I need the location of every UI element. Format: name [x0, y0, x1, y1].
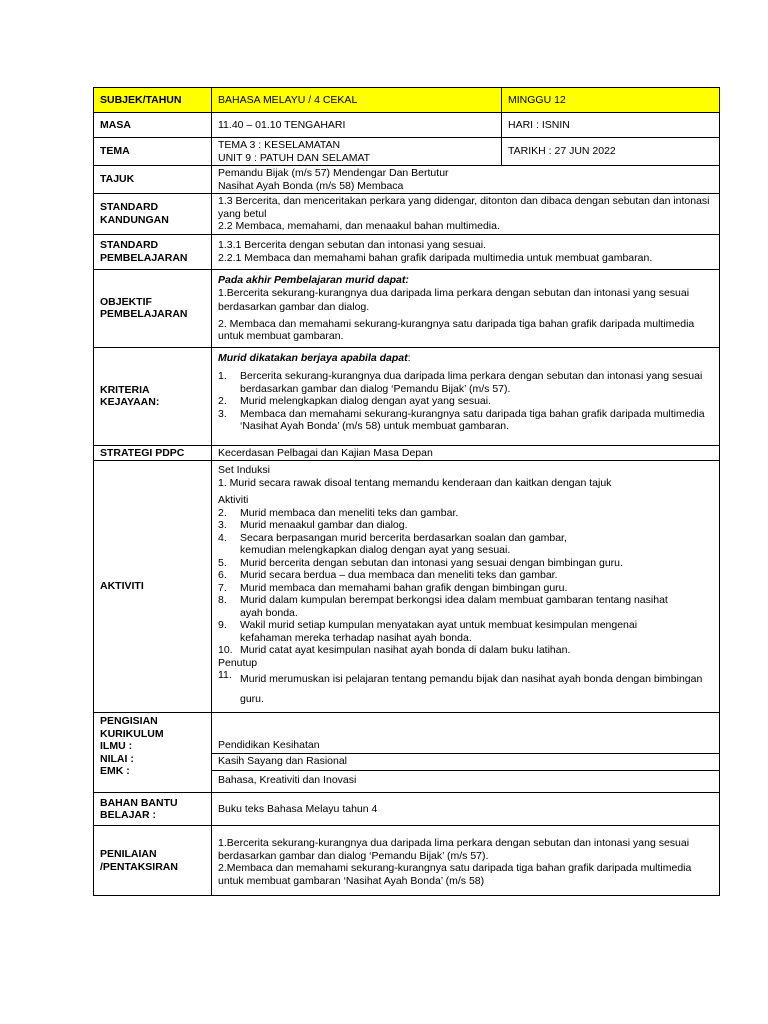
- row-strategi: [94, 445, 720, 461]
- row-subjek: [94, 88, 720, 113]
- tajuk-line2: Nasihat Ayah Bonda (m/s 58) Membaca: [218, 179, 404, 192]
- kriteria-value: [212, 347, 720, 445]
- label-line: PENGISIAN: [100, 715, 158, 727]
- item-text: Murid secara berdua – dua membaca dan meneliti teks dan gambar.: [240, 569, 558, 581]
- ilmu-value: Pendidikan Kesihatan: [212, 713, 719, 753]
- list-item: [218, 619, 713, 644]
- kriteria-colon: :: [407, 351, 411, 364]
- list-item: [218, 370, 713, 395]
- list-item: [218, 557, 713, 570]
- item-number: 10.: [218, 644, 233, 656]
- item-number: 11.: [218, 669, 232, 681]
- label-aktiviti: AKTIVITI: [94, 461, 212, 713]
- row-penilaian: [94, 826, 720, 896]
- row-aktiviti: [94, 461, 720, 713]
- row-standard-pembelajaran: [94, 234, 720, 269]
- objektif-item2: 2. Membaca dan memahami sekurang-kurangnya satu daripada tiga bahan grafik daripada multimedia untuk membuat gambaran.: [218, 318, 695, 342]
- label-line: PENILAIAN: [100, 848, 157, 860]
- label-pengisian: [94, 713, 212, 793]
- label-line: KURIKULUM: [100, 727, 164, 740]
- row-masa: [94, 113, 720, 138]
- kriteria-heading-wrap: [218, 352, 713, 365]
- item-text: Murid bercerita dengan sebutan dan intonasi yang sesuai dengan bimbingan guru.: [240, 556, 623, 569]
- item-number: 9.: [218, 619, 227, 631]
- label-line: KANDUNGAN: [100, 213, 169, 226]
- list-item: [218, 644, 713, 657]
- label-line: STANDARD: [100, 239, 159, 251]
- label-line: BELAJAR :: [100, 809, 157, 821]
- item-number: 6.: [218, 569, 227, 581]
- list-item: [218, 594, 713, 619]
- masa-value: 11.40 – 01.10 TENGAHARI: [212, 113, 502, 138]
- objektif-item1: 1.Bercerita sekurang-kurangnya dua daripada lima perkara dengan sebutan dan intonasi yang sesuai berdasarkan gambar dan dialog.: [218, 287, 690, 313]
- item-number: 3.: [218, 407, 227, 420]
- item-number: 2.: [218, 506, 227, 519]
- list-item: [218, 507, 713, 520]
- row-bahan: [94, 793, 720, 826]
- row-objektif: [94, 269, 720, 347]
- penilaian-line1: 1.Bercerita sekurang-kurangnya dua daripada lima perkara dengan sebutan dan intonasi yang sesuai berdasarkan gambar dan dialog ‘Pemandu Bijak’ (m/s 57).: [218, 837, 690, 862]
- tajuk-value: [212, 166, 720, 194]
- tema-value: [212, 138, 502, 166]
- row-kriteria: [94, 347, 720, 445]
- item-number: 5.: [218, 556, 227, 569]
- item-text: Murid membaca dan memahami bahan grafik dengan bimbingan guru.: [240, 581, 568, 594]
- penilaian-value: [212, 826, 720, 896]
- emk-value: Bahasa, Kreativiti dan Inovasi: [218, 773, 357, 786]
- item-text: Wakil murid setiap kumpulan menyatakan ayat untuk membuat kesimpulan mengenai kefahaman mereka terhadap nasihat ayah bonda.: [240, 619, 638, 644]
- item-text: Murid melengkapkan dialog dengan ayat yang sesuai.: [240, 395, 492, 407]
- item-text: Murid membaca dan meneliti teks dan gambar.: [240, 506, 459, 519]
- aktiviti-heading: Aktiviti: [218, 494, 249, 506]
- label-masa: MASA: [94, 113, 212, 138]
- sp-line2: 2.2.1 Membaca dan memahami bahan grafik daripada multimedia untuk membuat gambaran.: [218, 251, 653, 264]
- item-number: 4.: [218, 531, 227, 544]
- label-subjek: SUBJEK/TAHUN: [94, 88, 212, 113]
- aktiviti-value: [212, 461, 720, 713]
- item-text: Murid menaakul gambar dan dialog.: [240, 519, 408, 531]
- sp-line1: 1.3.1 Bercerita dengan sebutan dan intonasi yang sesuai.: [218, 239, 486, 251]
- list-item: [218, 582, 713, 595]
- day-value: HARI : ISNIN: [502, 113, 720, 138]
- ilmu-row: [212, 713, 719, 753]
- label-line: ILMU :: [100, 740, 133, 752]
- label-penilaian: [94, 826, 212, 896]
- label-line: NILAI :: [100, 752, 134, 765]
- list-item: [218, 408, 713, 433]
- item-text: Secara berpasangan murid bercerita berdasarkan soalan dan gambar, kemudian melengkapkan dialog dengan ayat yang sesuai.: [240, 531, 567, 556]
- label-strategi: STRATEGI PDPC: [94, 445, 212, 461]
- penutup-heading: Penutup: [218, 656, 258, 669]
- label-tajuk: TAJUK: [94, 166, 212, 194]
- week-value: MINGGU 12: [502, 88, 720, 113]
- label-standard-kandungan: [94, 194, 212, 235]
- kriteria-list: [218, 370, 713, 433]
- pengisian-inner-table: [212, 713, 719, 792]
- label-kriteria: [94, 347, 212, 445]
- set-induksi: Set Induksi: [218, 464, 270, 476]
- sk-line1: 1.3 Bercerita, dan menceritakan perkara yang didengar, ditonton dan dibaca dengan sebutan dan intonasi yang betul: [218, 195, 710, 220]
- penilaian-line2: 2.Membaca dan memahami sekurang-kurangnya satu daripada tiga bahan grafik daripada multimedia untuk membuat gambaran ‘Nasihat Ayah Bonda’ (m/s 58): [218, 862, 692, 887]
- standard-pembelajaran-value: [212, 234, 720, 269]
- list-item: [218, 519, 713, 532]
- item-text: Murid catat ayat kesimpulan nasihat ayah bonda di dalam buku latihan.: [240, 644, 571, 656]
- row-tema: [94, 138, 720, 166]
- label-bahan: [94, 793, 212, 826]
- label-line: BAHAN BANTU: [100, 796, 178, 809]
- row-pengisian: [94, 713, 720, 793]
- label-objektif: [94, 269, 212, 347]
- row-standard-kandungan: [94, 194, 720, 235]
- item-text: Bercerita sekurang-kurangnya dua daripada lima perkara dengan sebutan dan intonasi yang sesuai berdasarkan gambar dan dialog ‘Pemandu Bijak’ (m/s 57).: [240, 370, 703, 395]
- list-item: [218, 532, 713, 557]
- emk-row: [212, 770, 719, 792]
- label-line: /PENTAKSIRAN: [100, 860, 178, 873]
- induksi-item: 1. Murid secara rawak disoal tentang memandu kenderaan dan kaitkan dengan tajuk: [218, 476, 612, 489]
- label-line: PEMBELAJARAN: [100, 251, 188, 264]
- label-line: KEJAYAAN:: [100, 396, 160, 408]
- strategi-value: Kecerdasan Pelbagai dan Kajian Masa Depan: [212, 445, 720, 461]
- item-number: 2.: [218, 395, 227, 407]
- bahan-value: Buku teks Bahasa Melayu tahun 4: [212, 793, 720, 826]
- item-text: Membaca dan memahami sekurang-kurangnya satu daripada tiga bahan grafik daripada multimedia ‘Nasihat Ayah Bonda’ (m/s 58) untuk membuat gambaran.: [240, 407, 705, 432]
- item-number: 7.: [218, 581, 227, 594]
- sk-line2: 2.2 Membaca, memahami, dan menaakul bahan multimedia.: [218, 220, 500, 232]
- tema-line2: UNIT 9 : PATUH DAN SELAMAT: [218, 151, 371, 164]
- tajuk-line1: Pemandu Bijak (m/s 57) Mendengar Dan Bertutur: [218, 167, 449, 179]
- label-tema: TEMA: [94, 138, 212, 166]
- nilai-row: [212, 753, 719, 770]
- list-item: [218, 669, 713, 709]
- label-line: KRITERIA: [100, 383, 150, 396]
- label-line: PEMBELAJARAN: [100, 308, 188, 320]
- kriteria-heading: Murid dikatakan berjaya apabila dapat: [218, 351, 408, 364]
- tema-line1: TEMA 3 : KESELAMATAN: [218, 139, 341, 151]
- label-line: STANDARD: [100, 201, 159, 214]
- standard-kandungan-value: [212, 194, 720, 235]
- item-text: Murid merumuskan isi pelajaran tentang pemandu bijak dan nasihat ayah bonda dengan bimbingan guru.: [240, 673, 703, 705]
- label-line: OBJEKTIF: [100, 295, 152, 308]
- pengisian-value: [212, 713, 720, 793]
- objektif-value: [212, 269, 720, 347]
- label-line: EMK :: [100, 765, 130, 777]
- item-text: Murid dalam kumpulan berempat berkongsi idea dalam membuat gambaran tentang nasihat ayah bonda.: [240, 594, 668, 619]
- item-number: 8.: [218, 594, 227, 606]
- date-value: TARIKH : 27 JUN 2022: [502, 138, 720, 166]
- objektif-heading: Pada akhir Pembelajaran murid dapat:: [218, 273, 409, 286]
- item-number: 3.: [218, 519, 227, 531]
- penutup-list: [218, 669, 713, 709]
- nilai-value: Kasih Sayang dan Rasional: [212, 753, 719, 770]
- label-standard-pembelajaran: [94, 234, 212, 269]
- lesson-plan-table: [93, 87, 720, 896]
- subject-value: BAHASA MELAYU / 4 CEKAL: [212, 88, 502, 113]
- row-tajuk: [94, 166, 720, 194]
- list-item: [218, 395, 713, 408]
- list-item: [218, 569, 713, 582]
- item-number: 1.: [218, 370, 227, 382]
- aktiviti-list: [218, 507, 713, 657]
